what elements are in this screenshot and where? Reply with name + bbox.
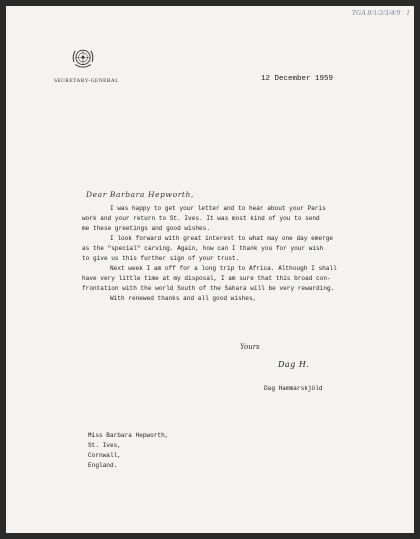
salutation: Dear Barbara Hepworth, bbox=[86, 190, 194, 199]
body-line: I was happy to get your letter and to hear about your Paris bbox=[110, 205, 326, 212]
address-line: Cornwall, bbox=[88, 452, 121, 459]
letter-page bbox=[6, 6, 414, 533]
typed-name: Dag Hammarskjöld bbox=[264, 385, 323, 392]
page-number: 1 bbox=[406, 9, 410, 17]
body-line: frontation with the world South of the Sahara will be very rewarding. bbox=[82, 285, 335, 292]
closing: Yours bbox=[240, 343, 260, 351]
body-line: With renewed thanks and all good wishes, bbox=[110, 295, 257, 302]
body-line: I look forward with great interest to what may one day emerge bbox=[110, 235, 334, 242]
address-line: Miss Barbara Hepworth, bbox=[88, 432, 169, 439]
letter-date: 12 December 1959 bbox=[261, 75, 334, 83]
body-line: to give us this further sign of your trust. bbox=[82, 255, 240, 262]
letter-body bbox=[82, 204, 382, 304]
archive-reference: TGA 8/1/2/3/4/9 1 bbox=[351, 9, 410, 17]
un-emblem-icon bbox=[70, 45, 96, 71]
body-line: me these greetings and good wishes. bbox=[82, 225, 210, 232]
letterhead-title: SECRETARY-GENERAL bbox=[54, 78, 120, 84]
recipient-address bbox=[88, 431, 168, 471]
address-line: England. bbox=[88, 462, 118, 469]
body-line: as the "special" carving. Again, how can I thank you for your wish bbox=[82, 245, 324, 252]
body-line: work and your return to St. Ives. It was most kind of you to send bbox=[82, 215, 320, 222]
body-line: have very little time at my disposal, I am sure that this broad con- bbox=[82, 275, 331, 282]
address-line: St. Ives, bbox=[88, 442, 121, 449]
handwritten-signature: Dag H. bbox=[278, 360, 310, 369]
body-line: Next week I am off for a long trip to Africa. Although I shall bbox=[110, 265, 337, 272]
